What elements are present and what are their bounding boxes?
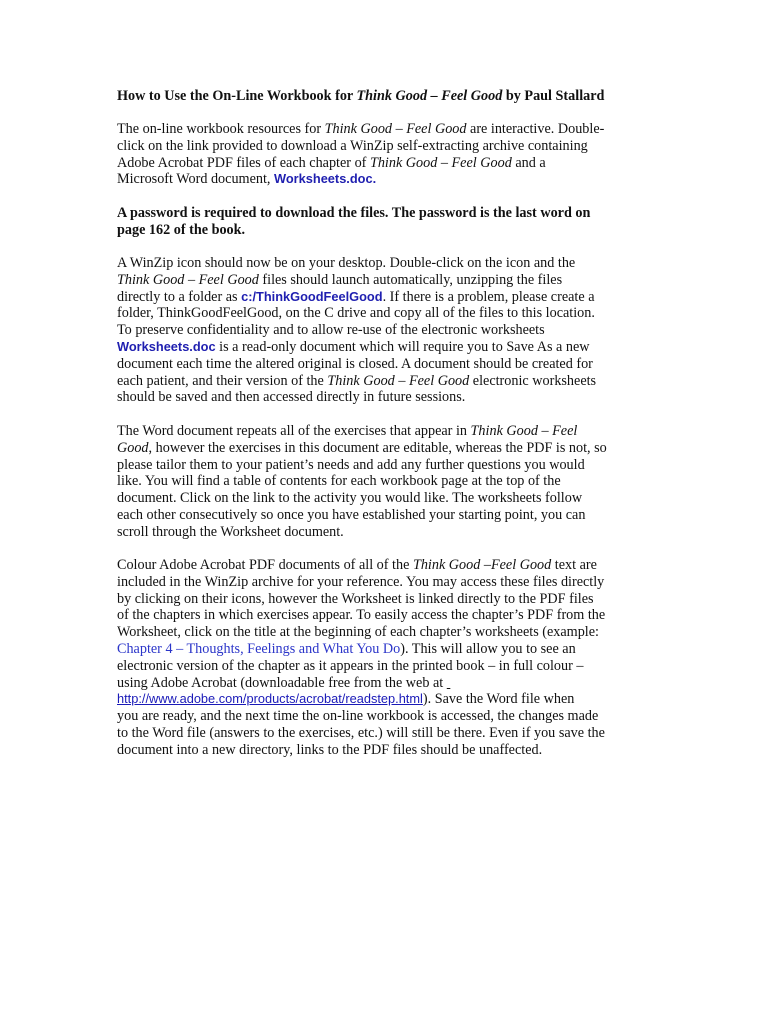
paragraph-line <box>117 423 657 440</box>
paragraph-line <box>117 289 657 306</box>
text-run: ). Save the Word file when <box>422 691 575 708</box>
paragraph-line: scroll through the Worksheet document. <box>117 523 344 540</box>
text-run: using Adobe Acrobat (downloadable free from the web at <box>117 674 447 691</box>
text-run: Microsoft Word document, <box>117 171 274 188</box>
paragraph-line: electronic version of the chapter as it appears in the printed book – in full colour – <box>117 657 584 674</box>
paragraph-word-document <box>117 423 657 541</box>
text-run: text are <box>551 557 597 573</box>
title-suffix: by Paul Stallard <box>502 88 605 104</box>
paragraph-line: A password is required to download the files. The password is the last word on <box>117 205 591 221</box>
paragraph-line: of the chapters in which exercises appear. To easily access the chapter’s PDF from the <box>117 607 606 624</box>
paragraph-line: click on the link provided to download a WinZip self-extracting archive containing <box>117 137 588 154</box>
text-run: and a <box>511 154 546 171</box>
paragraph-line <box>117 272 657 289</box>
folder-path-link[interactable]: c:/ThinkGoodFeelGood <box>241 288 383 304</box>
text-run: each patient, and their version of the <box>117 372 328 389</box>
paragraph-line: A WinZip icon should now be on your desktop. Double-click on the icon and the <box>117 255 576 271</box>
paragraph-pdf-documents <box>117 557 657 759</box>
paragraph-line: you are ready, and the next time the on-line workbook is accessed, the changes made <box>117 708 599 725</box>
text-run: Colour Adobe Acrobat PDF documents of all of the <box>117 557 413 573</box>
link-underline-spacer <box>447 675 451 691</box>
paragraph-line: page 162 of the book. <box>117 221 246 238</box>
book-name: Think Good –Feel Good <box>412 557 552 573</box>
paragraph-line <box>117 675 657 692</box>
text-run: files should launch automatically, unzipping the files <box>258 271 563 288</box>
paragraph-line: included in the WinZip archive for your reference. You may access these files directly <box>117 573 605 590</box>
paragraph-line: document. Click on the link to the activity you would like. The worksheets follow <box>117 490 583 507</box>
paragraph-line: To preserve confidentiality and to allow re-use of the electronic worksheets <box>117 322 545 339</box>
book-name: Think Good – Feel Good <box>369 154 512 171</box>
paragraph-line <box>117 121 657 138</box>
book-name: Think Good – Feel Good <box>324 121 467 137</box>
book-name: Think Good – Feel Good <box>117 271 259 288</box>
paragraph-line: like. You will find a table of contents for each workbook page at the top of the <box>117 473 561 490</box>
worksheets-doc-link[interactable]: Worksheets.doc <box>274 171 373 187</box>
paragraph-line <box>117 557 657 574</box>
paragraph-line <box>117 339 657 356</box>
paragraph-line: please tailor them to your patient’s needs and add any further questions you would <box>117 456 585 473</box>
book-name: Think Good – Feel <box>470 423 578 439</box>
paragraph-line: Worksheet, click on the title at the beginning of each chapter’s worksheets (example: <box>117 624 599 641</box>
adobe-reader-url-link[interactable]: http://www.adobe.com/products/acrobat/readstep.html <box>117 691 423 707</box>
text-run: directly to a folder as <box>117 288 242 305</box>
paragraph-line <box>117 641 657 658</box>
paragraph-line: should be saved and then accessed directly in future sessions. <box>117 389 466 406</box>
text-run: electronic worksheets <box>469 372 597 389</box>
text-run: are interactive. Double- <box>466 121 605 137</box>
paragraph-line: to the Word file (answers to the exercises, etc.) will still be there. Even if you save the <box>117 724 605 741</box>
paragraph-line: by clicking on their icons, however the Worksheet is linked directly to the PDF files <box>117 590 594 607</box>
paragraph-line: each other consecutively so once you have established your starting point, you can <box>117 506 586 523</box>
paragraph-line <box>117 373 657 390</box>
paragraph-line: document each time the altered original is closed. A document should be created for <box>117 355 593 372</box>
text-run: The Word document repeats all of the exercises that appear in <box>117 423 471 439</box>
text-run: . If there is a problem, please create a <box>382 288 595 305</box>
paragraph-line <box>117 171 657 188</box>
text-run: . <box>372 171 377 187</box>
worksheets-doc-link[interactable]: Worksheets.doc <box>117 338 216 354</box>
paragraph-password-notice <box>117 205 657 239</box>
paragraph-line <box>117 155 657 172</box>
title-prefix: How to Use the On-Line Workbook for <box>117 88 357 104</box>
paragraph-intro <box>117 121 657 188</box>
text-run: ). This will allow you to see an <box>400 640 576 657</box>
paragraph-line <box>117 440 657 457</box>
paragraph-line <box>117 691 657 708</box>
title-book-name: Think Good – Feel Good <box>356 88 503 104</box>
title-line <box>117 88 657 105</box>
book-name: Good <box>117 439 149 456</box>
text-run: , however the exercises in this document are editable, whereas the PDF is not, so <box>148 439 607 456</box>
text-run: Adobe Acrobat PDF files of each chapter of <box>117 154 370 171</box>
text-run: The on-line workbook resources for <box>117 121 325 137</box>
paragraph-line: folder, ThinkGoodFeelGood, on the C drive and copy all of the files to this location. <box>117 305 595 322</box>
chapter-4-link[interactable]: Chapter 4 – Thoughts, Feelings and What You Do <box>117 640 401 657</box>
paragraph-line: document into a new directory, links to the PDF files should be unaffected. <box>117 741 543 758</box>
book-name: Think Good – Feel Good <box>327 372 470 389</box>
text-run: is a read-only document which will require you to Save As a new <box>215 338 590 355</box>
paragraph-winzip <box>117 255 657 406</box>
document-title <box>117 88 657 105</box>
